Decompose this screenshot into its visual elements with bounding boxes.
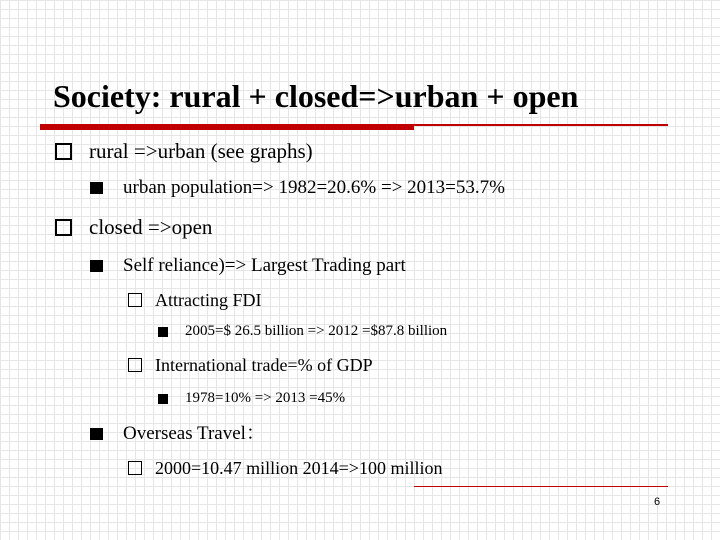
bullet-text: International trade=% of GDP xyxy=(155,355,373,375)
title-underline-thick xyxy=(40,124,414,130)
footer-rule xyxy=(414,486,668,487)
bullet-text: Self reliance)=> Largest Trading part xyxy=(123,255,406,276)
title-underline-thin xyxy=(414,124,668,126)
filled-square-bullet-icon xyxy=(90,260,103,272)
bullet-text: 2005=$ 26.5 billion => 2012 =$87.8 billion xyxy=(185,323,448,339)
bullet-text: 1978=10% => 2013 =45% xyxy=(185,390,346,406)
page-number: 6 xyxy=(654,496,661,508)
hollow-square-bullet-icon xyxy=(55,143,72,160)
bullet-text: Overseas Travel： xyxy=(123,423,265,444)
bullet-text: rural =>urban (see graphs) xyxy=(89,139,313,163)
hollow-square-bullet-icon xyxy=(128,461,142,475)
filled-square-bullet-icon xyxy=(90,428,103,440)
bullet-text: closed =>open xyxy=(89,215,213,239)
bullet-text: Attracting FDI xyxy=(155,290,262,310)
filled-square-bullet-icon xyxy=(158,394,168,404)
filled-square-bullet-icon xyxy=(158,327,168,337)
bullet-text: 2000=10.47 million 2014=>100 million xyxy=(155,458,443,478)
hollow-square-bullet-icon xyxy=(128,358,142,372)
hollow-square-bullet-icon xyxy=(55,219,72,236)
filled-square-bullet-icon xyxy=(90,182,103,194)
slide-title: Society: rural + closed=>urban + open xyxy=(53,78,579,114)
bullet-text: urban population=> 1982=20.6% => 2013=53.7% xyxy=(123,177,505,198)
hollow-square-bullet-icon xyxy=(128,293,142,307)
